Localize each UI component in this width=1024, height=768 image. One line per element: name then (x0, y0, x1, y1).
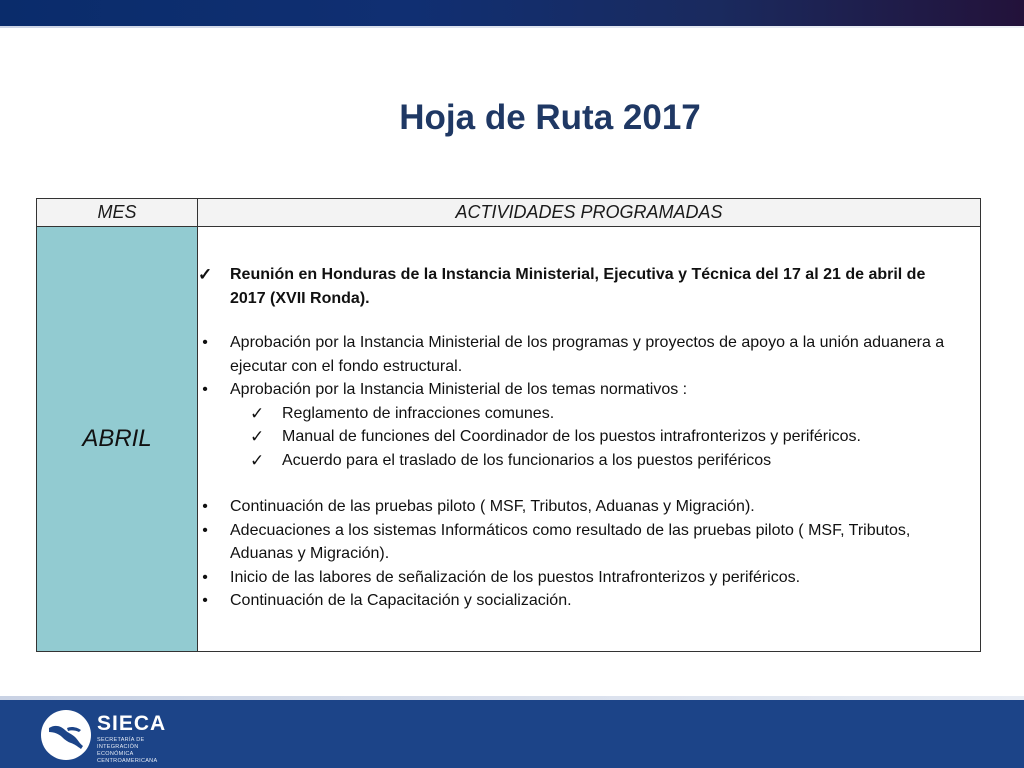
list-item (198, 331, 960, 378)
activity-text: Reglamento de infracciones comunes. (282, 404, 555, 422)
list-item (198, 263, 960, 310)
table-row (37, 227, 981, 652)
checkmark-icon: ✓ (250, 427, 265, 446)
bullet-icon: • (202, 334, 208, 351)
bullet-icon: • (202, 568, 208, 586)
activity-text: Continuación de las pruebas piloto ( MSF, Tributos, Aduanas y Migración). (230, 498, 755, 515)
activity-text: Aprobación por la Instancia Ministerial de los programas y proyectos de apoyo a la unión aduanera a ejecutar con el fondo estructural. (230, 334, 945, 375)
page-title: Hoja de Ruta 2017 (399, 98, 701, 137)
list-item (198, 566, 960, 590)
activity-text: Inicio de las labores de señalización de los puestos Intrafronterizos y periféricos. (230, 568, 801, 586)
header-month: MES (37, 199, 198, 227)
activity-text: Aprobación por la Instancia Ministerial de los temas normativos : (230, 381, 688, 398)
checkmark-icon: ✓ (250, 450, 265, 470)
activity-text: Adecuaciones a los sistemas Informáticos como resultado de las pruebas piloto ( MSF, Tributos, Aduanas y Migración). (230, 521, 911, 562)
list-item (198, 449, 960, 473)
list-item (198, 589, 960, 613)
bullet-icon: • (202, 592, 208, 609)
header-activities: ACTIVIDADES PROGRAMADAS (198, 199, 981, 227)
top-banner (0, 0, 1024, 26)
logo-subtitle-line-2: ECONÓMICA CENTROAMERICANA (97, 751, 158, 764)
checkmark-icon: ✓ (198, 265, 213, 284)
checkmark-icon: ✓ (250, 403, 265, 423)
bullet-icon: • (202, 498, 208, 515)
roadmap-table (36, 198, 981, 652)
logo-name: SIECA (97, 712, 167, 735)
bullet-icon: • (202, 381, 208, 398)
list-item (198, 495, 960, 519)
activities-cell (198, 227, 981, 652)
list-item (198, 519, 960, 566)
activity-text: Manual de funciones del Coordinador de los puestos intrafronterizos y periféricos. (282, 428, 861, 445)
activity-text: Acuerdo para el traslado de los funcionarios a los puestos periféricos (282, 451, 772, 469)
bullet-icon: • (202, 521, 208, 539)
activity-text: Reunión en Honduras de la Instancia Ministerial, Ejecutiva y Técnica del 17 al 21 de abril de 2017 (XVII Ronda). (230, 266, 926, 307)
list-item (198, 402, 960, 426)
central-america-map-icon (41, 710, 91, 760)
activities-list (198, 227, 980, 639)
logo-subtitle-line-1: SECRETARÍA DE INTEGRACIÓN (97, 737, 145, 750)
month-cell: ABRIL (37, 227, 198, 652)
logo-subtitle (97, 737, 187, 765)
map-graphic (41, 710, 91, 760)
list-item (198, 425, 960, 449)
list-item (198, 378, 960, 402)
table-header-row (37, 199, 981, 227)
activity-text: Continuación de la Capacitación y socialización. (230, 592, 572, 609)
